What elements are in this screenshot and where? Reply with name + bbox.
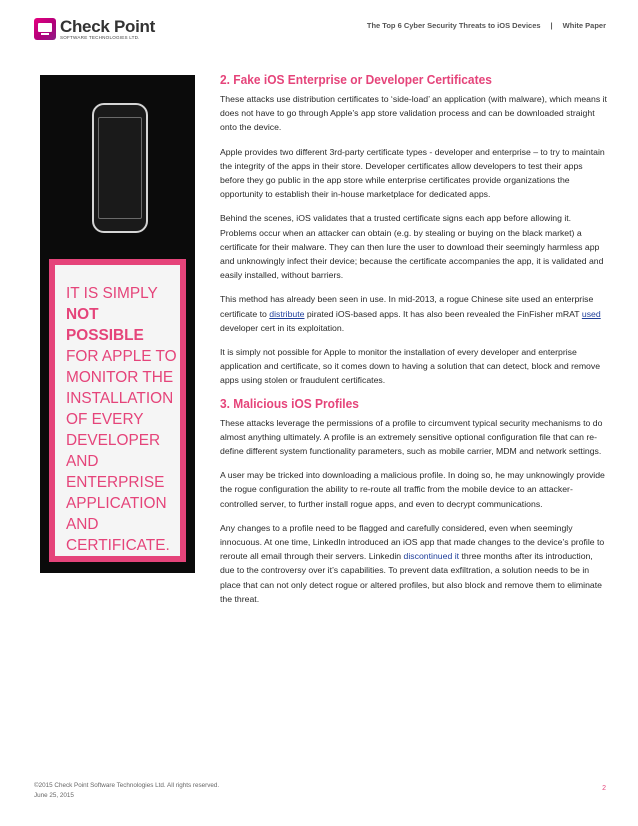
header-separator: |: [550, 21, 553, 30]
phone-screen: [98, 117, 142, 219]
discontinued-it-link[interactable]: discontinued it: [403, 551, 460, 562]
section-2-heading: 2. Fake iOS Enterprise or Developer Certificates: [220, 72, 492, 87]
smartphone-icon: [92, 103, 148, 233]
pull-quote-rest: FOR APPLE TO MONITOR THE INSTALLATION OF EVERY DEVELOPER AND ENTERPRISE APPLICATION AND CERTIFICATE.: [66, 348, 177, 554]
paragraph-text: developer cert in its exploitation.: [220, 322, 345, 333]
section-2-paragraph-5: It is simply not possible for Apple to monitor the installation of every developer and enterprise application and certificate, so it comes down to having a solution that can detect, block and remove apps using stolen or fraudulent certificates.: [220, 347, 601, 386]
section-2-paragraph-1: These attacks use distribution certificates to ‘side-load’ an application (with malware), which means it does not have to go through Apple’s app store validation process and can be downloaded straight onto the device.: [220, 94, 607, 133]
pull-quote-emphasis: NOT POSSIBLE: [66, 306, 144, 344]
check-point-logo-icon: [34, 18, 56, 40]
brand-name: Check Point: [60, 17, 155, 36]
brand-logo: [34, 18, 155, 41]
pull-quote-lead: IT IS SIMPLY: [66, 285, 158, 302]
pull-quote-text: [66, 283, 180, 556]
used-link[interactable]: used: [581, 308, 601, 319]
running-header: [367, 21, 606, 30]
pull-quote: [49, 259, 186, 562]
document-type: White Paper: [562, 21, 606, 30]
document-title: The Top 6 Cyber Security Threats to iOS Devices: [366, 21, 541, 30]
page-number: 2: [602, 785, 606, 792]
section-3-heading: 3. Malicious iOS Profiles: [220, 395, 359, 411]
paragraph-text: Any changes to a profile need to be flagged and carefully considered, even when seemingly innocuous. At one time, LinkedIn introduced an iOS app that made changes to the device’s profile to reroute all email through their servers. Linkedin: [220, 522, 605, 562]
section-2-paragraph-4: [220, 292, 608, 335]
section-3-paragraph-1: These attacks leverage the permissions of a profile to circumvent typical security mechanisms to do almost anything ultimately. A profile is an extremely sensitive optional configuration file that can re-define different system functionality parameters, such as mobile carrier, MDM and network settings.: [220, 417, 603, 457]
page-footer: [34, 781, 219, 801]
section-2-paragraph-3: Behind the scenes, iOS validates that a trusted certificate signs each app before allowing it. Problems occur when an attacker can obtain (e.g. by stealing or buying on the black market) a certificate for their malware. They can then lure the user to download their seemingly harmless app and unknowingly infect their device; because the certificate accompanies the app, it is validated and easily installed, without barriers.: [220, 213, 604, 281]
main-content: [220, 72, 608, 616]
copyright-notice: ©2015 Check Point Software Technologies Ltd. All rights reserved.: [34, 782, 220, 789]
brand-subtitle: SOFTWARE TECHNOLOGIES LTD.: [60, 35, 140, 40]
section-3-paragraph-3: [220, 521, 608, 606]
sidebar-panel: [40, 75, 195, 573]
paragraph-text: three months after its introduction, due to the controversy over it’s capabilities. To prevent data exfiltration, a solution needs to be in place that can not only detect rogue or altered profiles, but also block and remove them to eliminate the threat.: [220, 551, 602, 604]
paragraph-text: pirated iOS-based apps. It has also been revealed the FinFisher mRAT: [304, 308, 582, 319]
publication-date: June 25, 2015: [34, 792, 74, 799]
section-3-paragraph-2: A user may be tricked into downloading a malicious profile. In doing so, he may unknowingly provide the rogue configuration the ability to re-route all traffic from the mobile device to an attacker-controlled server, to further install rogue apps, and even to decrypt communications.: [220, 470, 605, 509]
paragraph-text: This method has already been seen in use. In mid-2013, a rogue Chinese site used an enterprise certificate to: [220, 294, 594, 319]
brand-text: [60, 18, 155, 41]
distribute-link[interactable]: distribute: [269, 308, 305, 319]
section-2-paragraph-2: Apple provides two different 3rd-party certificate types - developer and enterprise – to try to maintain the integrity of the apps in their store. Developer certificates allow developers to test their apps before they go public in the app store while enterprise certificates provide organizations the opportunity to establish their in-house marketplace for dedicated apps.: [220, 146, 605, 200]
